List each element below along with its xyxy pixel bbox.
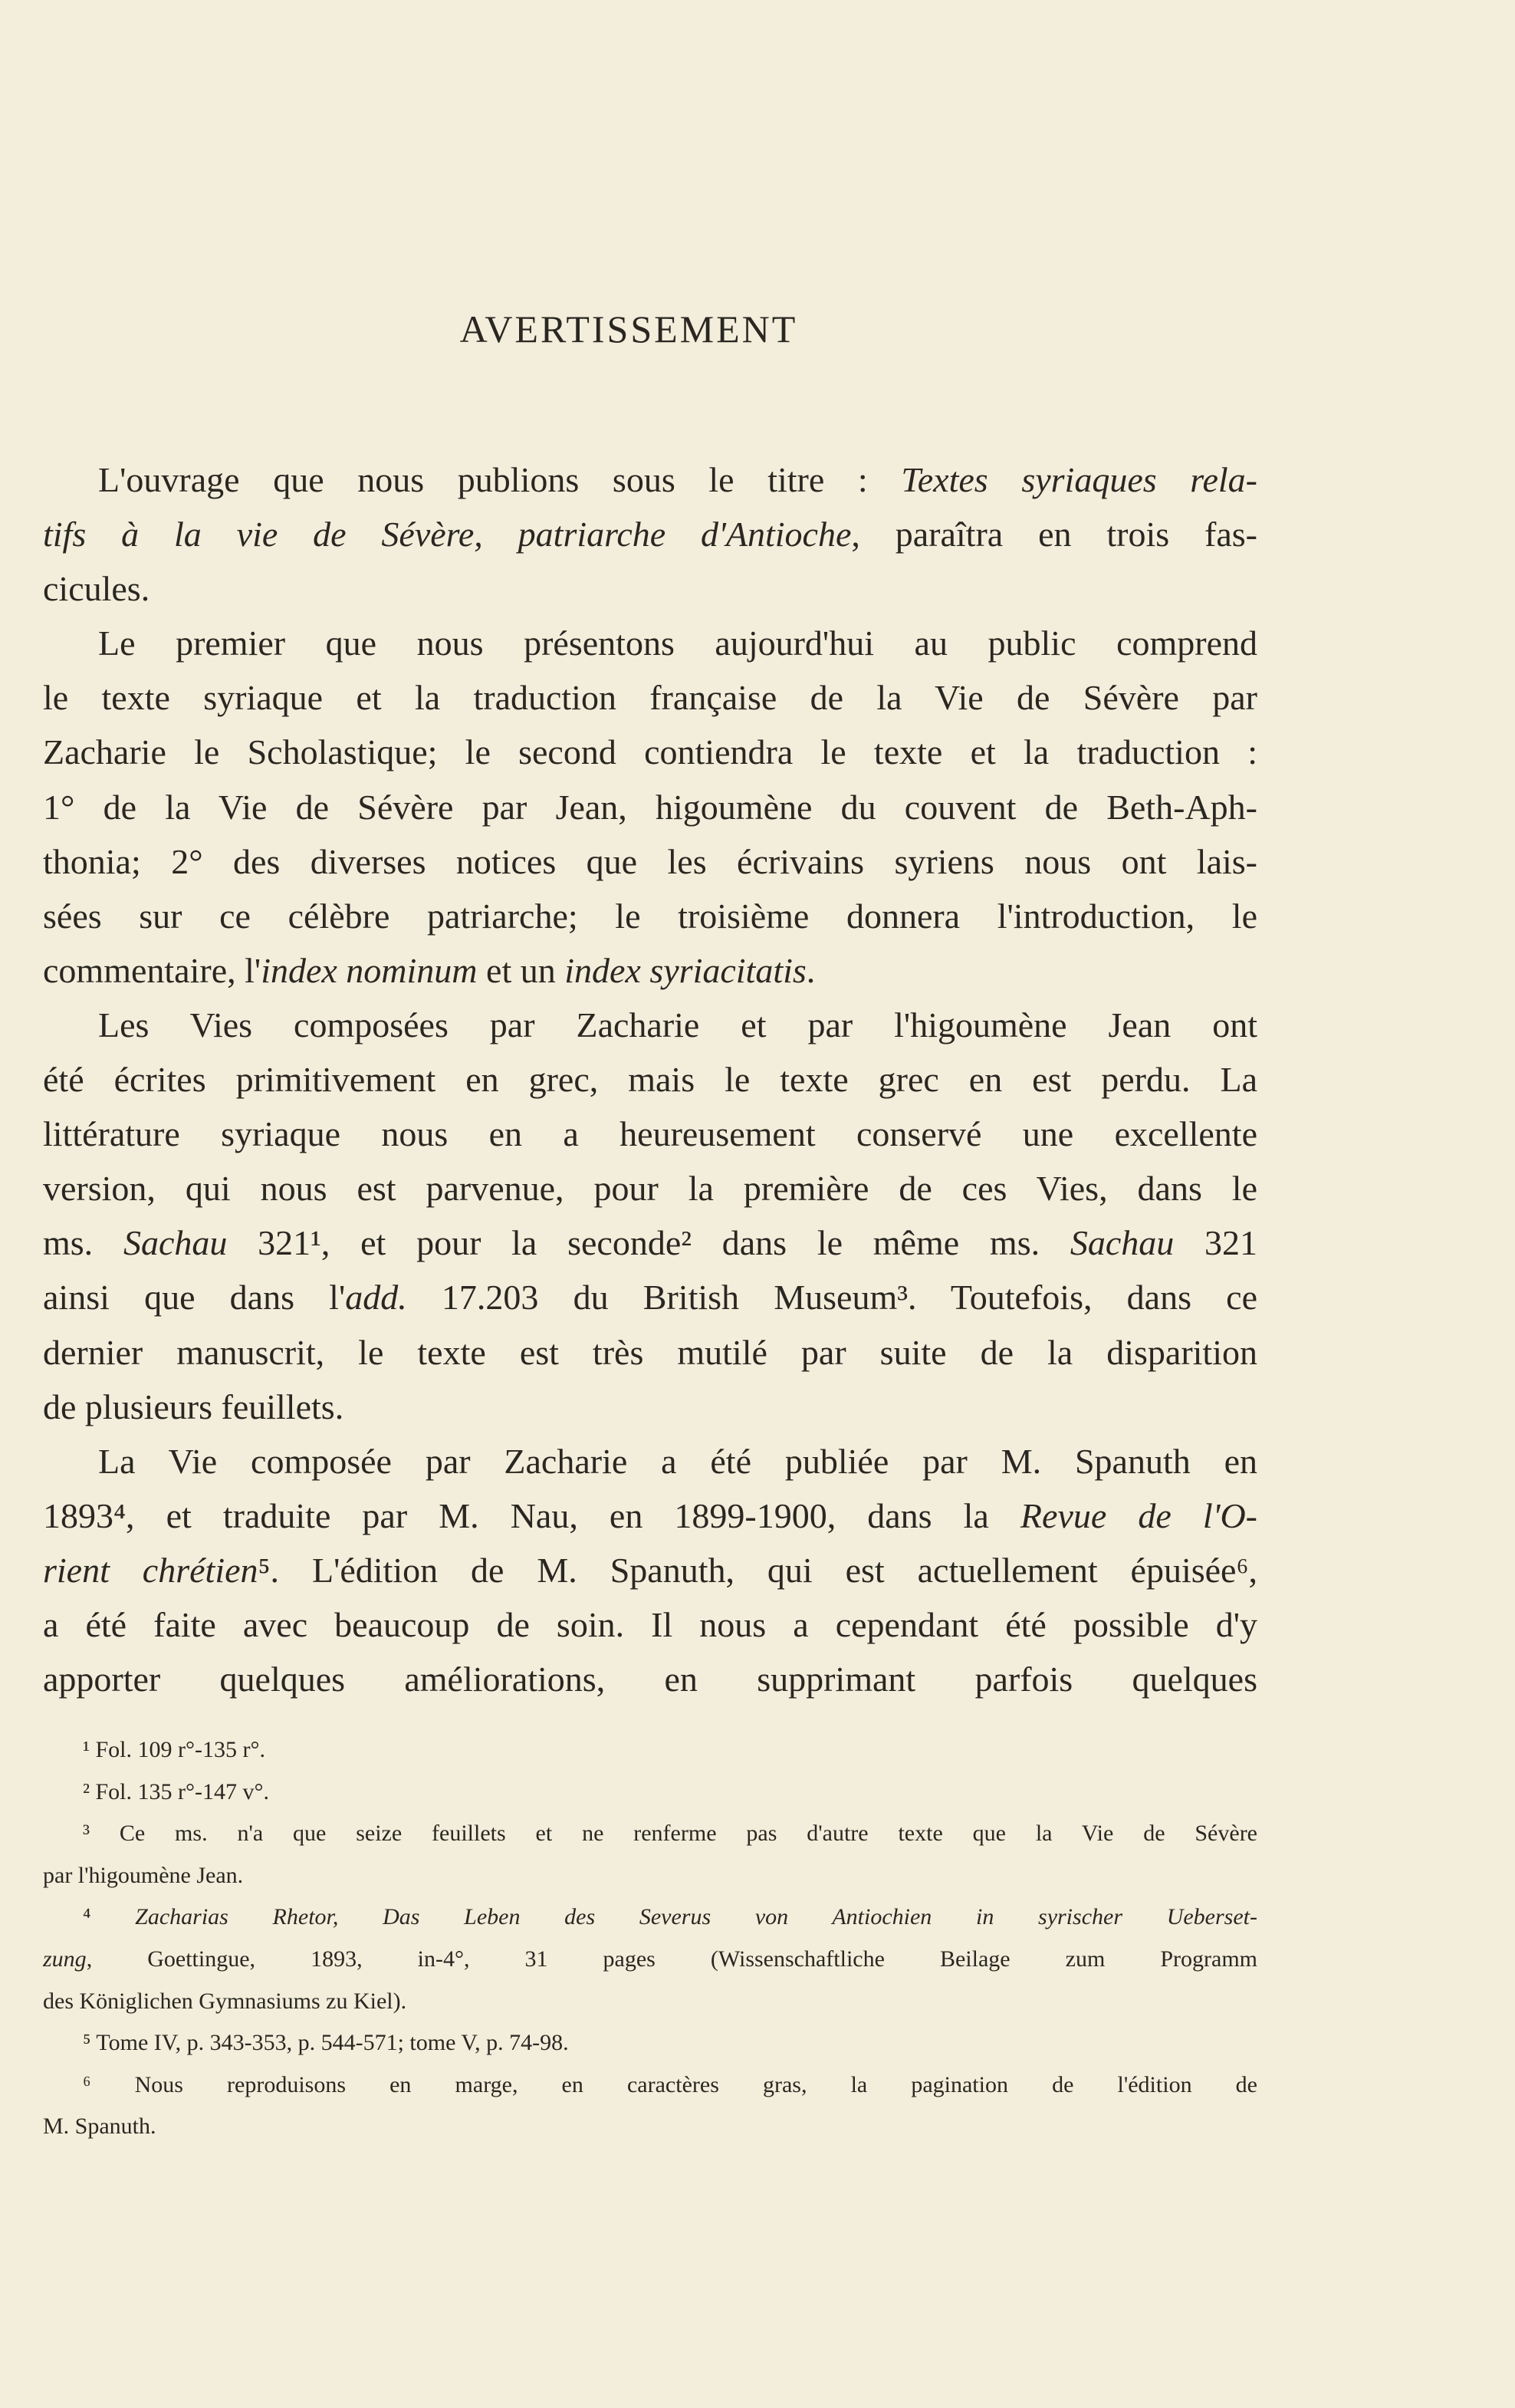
text-segment: littérature syriaque nous en a heureusement conservé une excellente <box>43 1114 1257 1154</box>
footnote-line <box>43 2064 1257 2107</box>
body-line <box>43 943 1257 998</box>
text-segment: des Königlichen Gymnasiums zu Kiel). <box>43 1988 407 2014</box>
italic-text: Textes syriaques rela- <box>901 460 1257 499</box>
italic-text: tifs à la vie de Sévère, patriarche d'Antioche <box>43 515 852 554</box>
text-segment: sées sur ce célèbre patriarche; le troisième donnera l'introduction, le <box>43 896 1257 936</box>
text-segment: M. Spanuth. <box>43 2114 156 2140</box>
body-line <box>43 1489 1257 1543</box>
text-segment: de plusieurs feuillets. <box>43 1387 344 1426</box>
text-segment: ainsi que dans l' <box>43 1278 346 1317</box>
text-segment: , paraîtra en trois fas- <box>851 515 1257 554</box>
text-segment: dernier manuscrit, le texte est très mutilé par suite de la disparition <box>43 1332 1257 1372</box>
italic-text: Sachau <box>123 1223 228 1263</box>
body-line <box>43 1216 1257 1270</box>
italic-text: Revue de l'O- <box>1020 1495 1257 1535</box>
text-segment: ¹ Fol. 109 r°-135 r°. <box>83 1737 265 1762</box>
text-segment: 1° de la Vie de Sévère par Jean, higoumène du couvent de Beth-Aph- <box>43 787 1257 827</box>
text-segment: cicules. <box>43 569 150 609</box>
text-segment: ⁶ Nous reproduisons en marge, en caractères gras, la pagination de l'édition de <box>83 2071 1257 2097</box>
body-line <box>43 725 1257 779</box>
text-segment: été écrites primitivement en grec, mais le texte grec en est perdu. La <box>43 1060 1257 1100</box>
text-segment: ⁵ Tome IV, p. 343-353, p. 544-571; tome V, p. 74-98. <box>83 2030 569 2056</box>
text-segment: 321 <box>1174 1223 1258 1263</box>
page-title: AVERTISSEMENT <box>459 308 798 350</box>
text-segment: ³ Ce ms. n'a que seize feuillets et ne renferme pas d'autre texte que la Vie de Sévère <box>83 1821 1257 1847</box>
footnote-line <box>43 2106 1257 2148</box>
body-line <box>43 507 1257 561</box>
footnote-line <box>43 2022 1257 2064</box>
text-segment: ² Fol. 135 r°-147 v°. <box>83 1778 269 1804</box>
body-line <box>43 998 1257 1052</box>
italic-text: Zacharias Rhetor, Das Leben des Severus von Antiochien in syrischer Ueberset- <box>135 1904 1257 1930</box>
italic-text: zung <box>43 1946 87 1972</box>
text-segment: Zacharie le Scholastique; le second contiendra le texte et la traduction : <box>43 732 1257 772</box>
body-line <box>43 1380 1257 1434</box>
body-line <box>43 889 1257 943</box>
text-segment: thonia; 2° des diverses notices que les écrivains syriens nous ont lais- <box>43 841 1257 881</box>
text-segment: le texte syriaque et la traduction française de la Vie de Sévère par <box>43 678 1257 718</box>
text-segment: , Goettingue, 1893, in-4°, 31 pages (Wissenschaftliche Beilage zum Programm <box>86 1946 1257 1972</box>
body-line <box>43 670 1257 725</box>
body-line <box>43 452 1257 507</box>
text-segment: 1893⁴, et traduite par M. Nau, en 1899-1900, dans la <box>43 1495 1020 1535</box>
text-segment: 321¹, et pour la seconde² dans le même ms. <box>227 1223 1070 1263</box>
text-segment: 17.203 du British Museum³. Toutefois, dans ce <box>406 1278 1257 1317</box>
footnote-line <box>43 1771 1257 1814</box>
body-line <box>43 1652 1257 1706</box>
text-segment: commentaire, l' <box>43 950 261 990</box>
text-segment: et un <box>477 950 565 990</box>
body-line <box>43 1434 1257 1489</box>
text-segment: La Vie composée par Zacharie a été publiée par M. Spanuth en <box>98 1441 1257 1481</box>
footnote-line <box>43 1939 1257 1981</box>
italic-text: index nominum <box>261 950 478 990</box>
text-segment: par l'higoumène Jean. <box>43 1862 244 1888</box>
body-line <box>43 1270 1257 1324</box>
footnote-line <box>43 1855 1257 1897</box>
text-segment: version, qui nous est parvenue, pour la première de ces Vies, dans le <box>43 1169 1257 1209</box>
italic-text: rient chrétien <box>43 1550 258 1590</box>
text-segment: Les Vies composées par Zacharie et par l'higoumène Jean ont <box>98 1005 1257 1044</box>
body-line <box>43 1161 1257 1216</box>
body-line <box>43 1597 1257 1652</box>
text-segment: ms. <box>43 1223 123 1263</box>
body-line <box>43 616 1257 670</box>
text-segment: ⁵. L'édition de M. Spanuth, qui est actuellement épuisée⁶, <box>258 1550 1257 1590</box>
text-segment: . <box>806 950 816 990</box>
text-segment: a été faite avec beaucoup de soin. Il nous a cependant été possible d'y <box>43 1604 1257 1644</box>
text-segment: ⁴ <box>83 1904 136 1930</box>
body-line <box>43 561 1257 616</box>
body-line <box>43 1325 1257 1380</box>
body-line <box>43 1543 1257 1597</box>
text-segment: L'ouvrage que nous publions sous le titre : <box>98 460 902 499</box>
footnote-line <box>43 1981 1257 2023</box>
body-line <box>43 834 1257 889</box>
body-line <box>43 780 1257 834</box>
text-segment: Le premier que nous présentons aujourd'hui au public comprend <box>98 623 1257 663</box>
text-segment: apporter quelques améliorations, en supprimant parfois quelques <box>43 1660 1257 1699</box>
body-line <box>43 1052 1257 1107</box>
footnote-line <box>43 1729 1257 1771</box>
body-text <box>43 452 1257 1706</box>
footnotes <box>43 1729 1257 2148</box>
italic-text: index syriacitatis <box>564 950 807 990</box>
italic-text: Sachau <box>1070 1223 1175 1263</box>
body-line <box>43 1107 1257 1161</box>
footnote-line <box>43 1896 1257 1939</box>
italic-text: add. <box>345 1278 407 1317</box>
footnote-line <box>43 1813 1257 1855</box>
